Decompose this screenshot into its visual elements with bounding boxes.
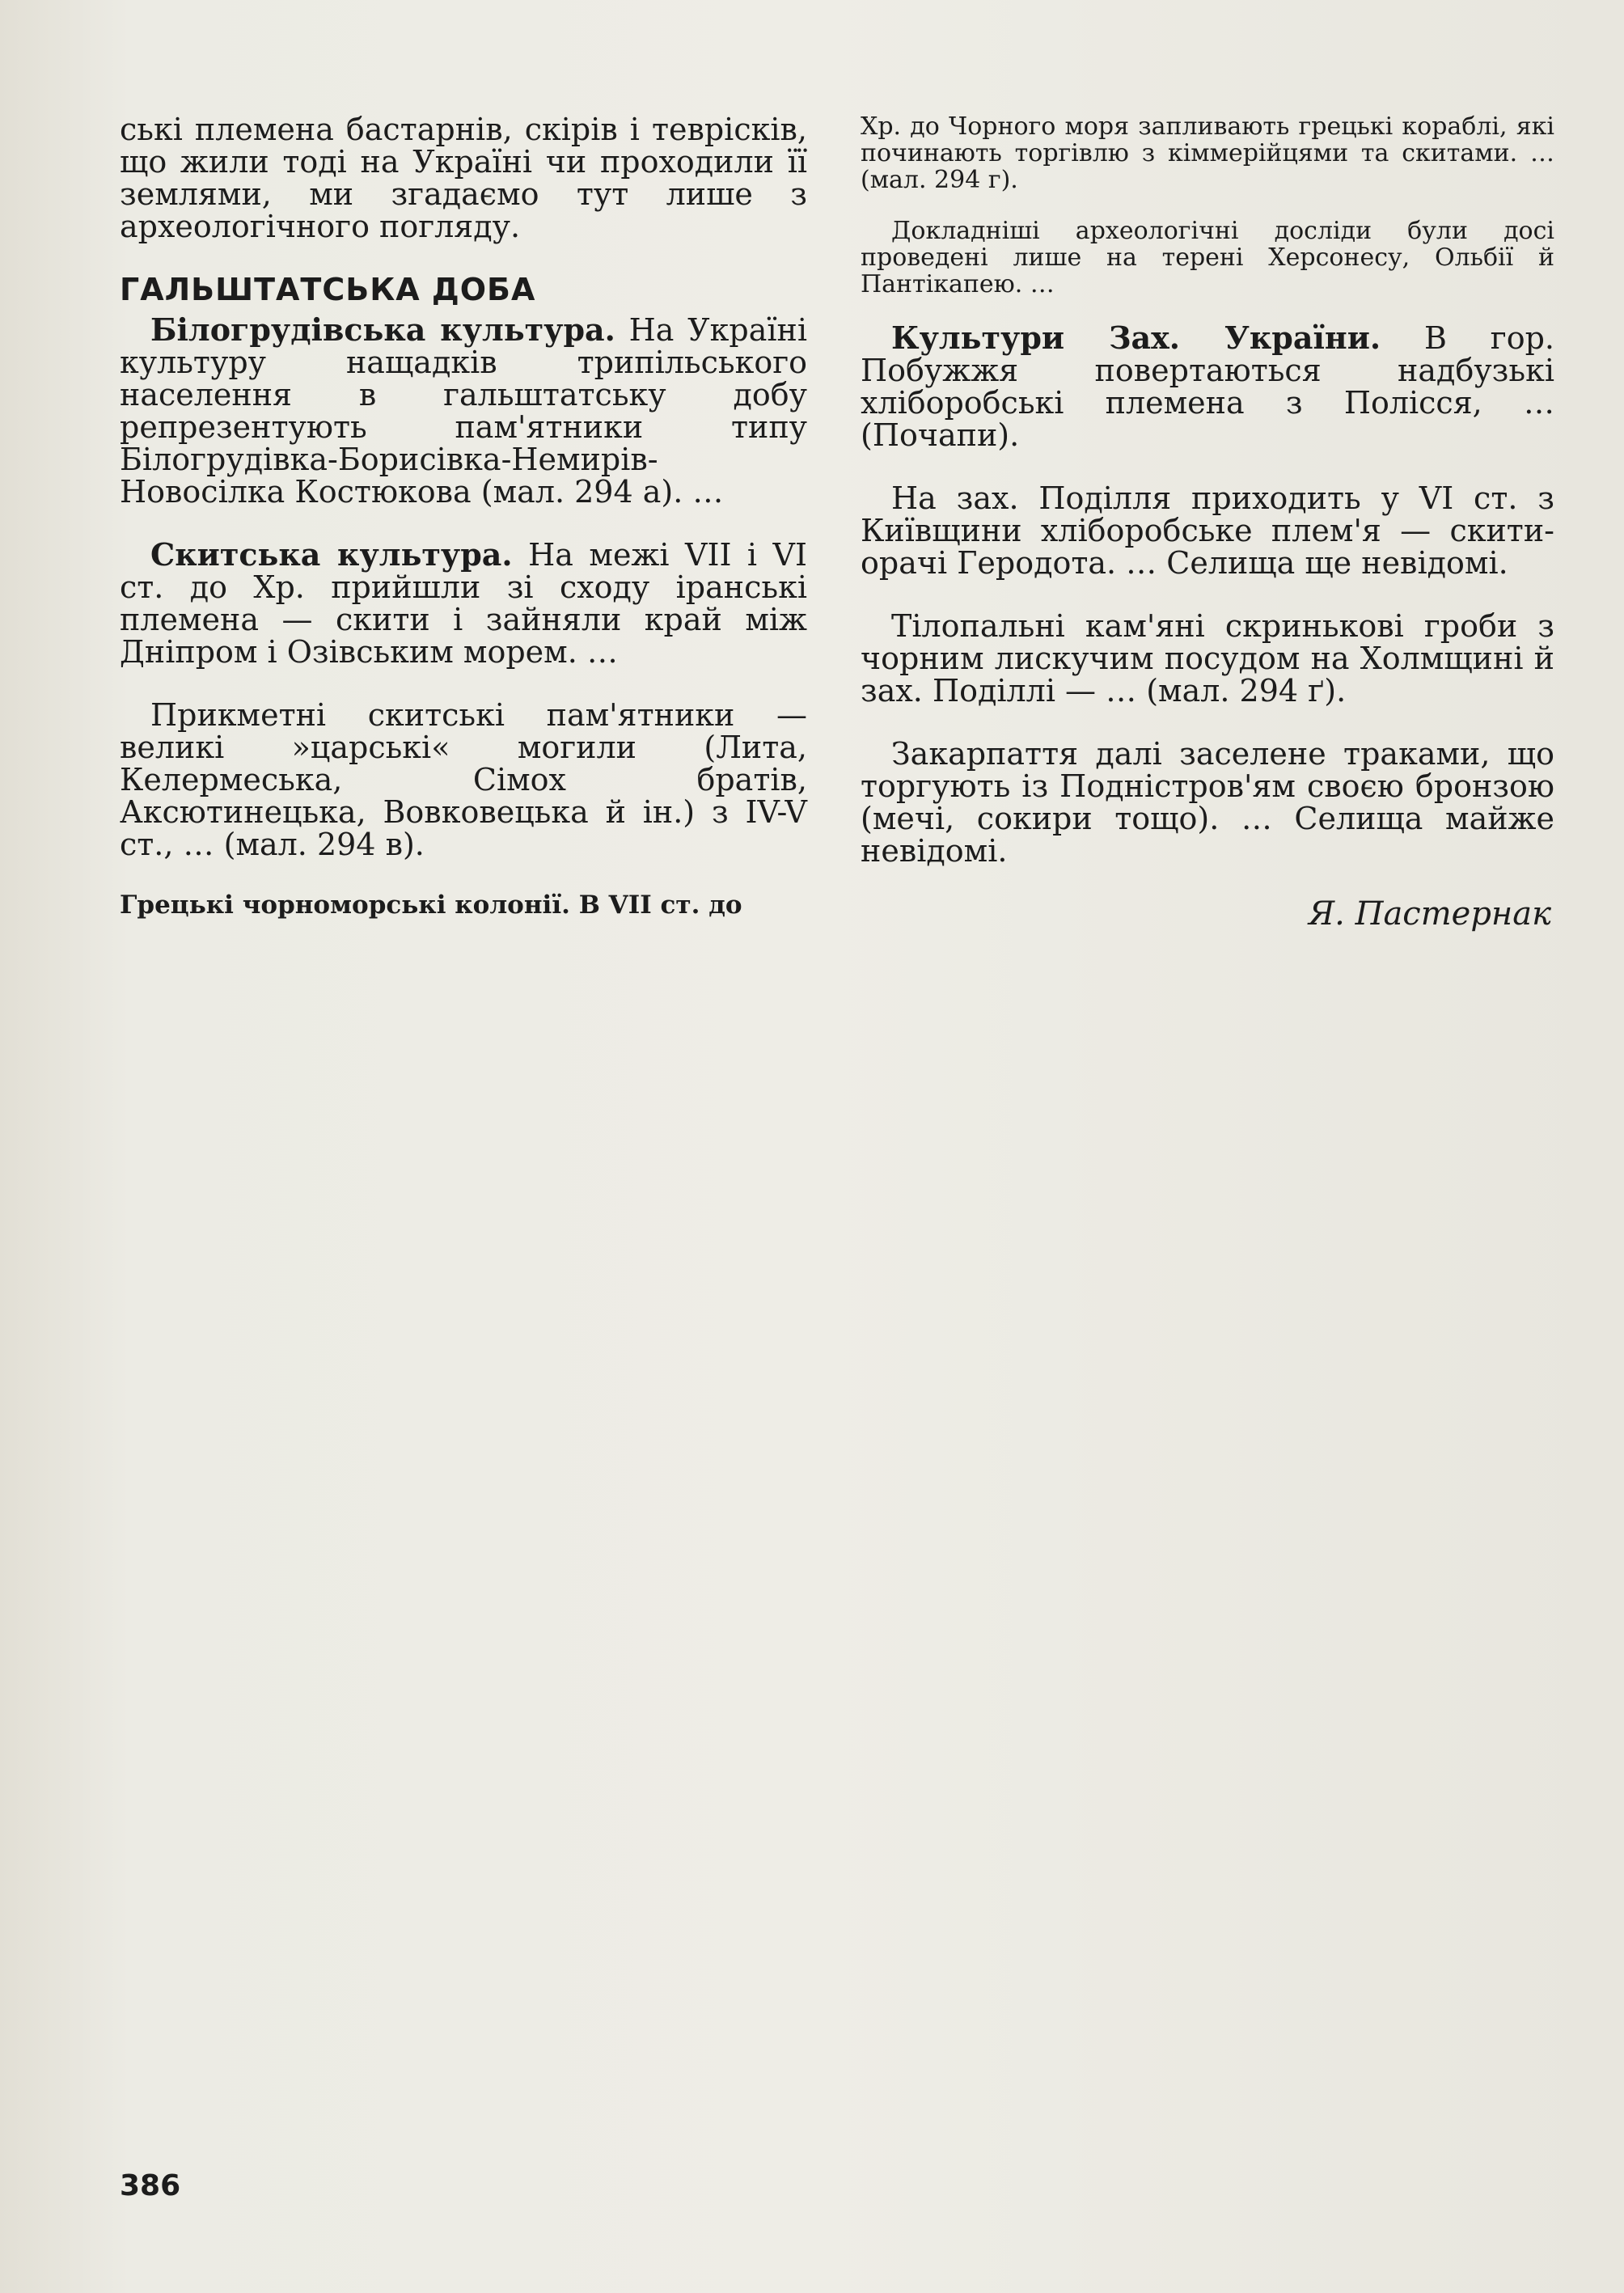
run-in-title-scythian: Скитська культура. — [150, 536, 513, 573]
small-print-block — [861, 113, 1554, 298]
section-heading-hallstatt: ГАЛЬШТАТСЬКА ДОБА — [120, 272, 536, 307]
author-signature: Я. Пастернак — [1308, 895, 1551, 933]
run-in-title-west: Культури Зах. України. — [891, 319, 1381, 356]
paragraph-text-scythian: На межі VII і VI ст. до Хр. прийшли зі сходу іранські племена — скити і зайняли край між Дніпром і Озівським морем. … — [120, 537, 807, 670]
paragraph-scythian — [120, 536, 807, 670]
left-column — [120, 113, 807, 919]
archaeology-note: Докладніші археологічні досліди були досі проведені лише на терені Херсонесу, Ольбії й Пантікапею. … — [861, 217, 1554, 298]
run-in-title-bilohrudivka: Білогрудівська культура. — [150, 311, 615, 348]
right-column — [861, 112, 1554, 933]
greek-colonies-lead: Грецькі чорноморські колонії. В VII ст. до — [120, 891, 742, 920]
paragraph-podillia: На зах. Поділля приходить у VI ст. з Київщини хліборобське плем'я — скити-орачі Геродота. … Селища ще невідомі. — [861, 480, 1554, 581]
page-number: 386 — [120, 2169, 181, 2202]
paragraph-west-ukraine — [861, 319, 1554, 453]
paragraph-kholmshchyna: Тілопальні кам'яні скринькові гроби з чорним лискучим посудом на Холмщині й зах. Поділлі — … (мал. 294 ґ). — [861, 608, 1554, 709]
paragraph-text-west: В гор. Побужжя повертаються надбузькі хліборобські племена з Полісся, … (Почапи). — [861, 320, 1554, 453]
paragraph-monuments: Прикметні скитські пам'ятники — великі »царські« могили (Лита, Келермеська, Сімох братів, Аксютинецька, Вовковецька й ін.) з IV-V ст., … (мал. 294 в). — [120, 697, 807, 862]
paragraph-text-bilohrudivka: На Україні культуру нащадків трипільського населення в гальштатську добу репрезентують пам'ятники типу Білогрудівка-Борисівка-Немирів-Новосілка Костюкова (мал. 294 а). … — [120, 312, 807, 510]
paragraph-bilohrudivka — [120, 311, 807, 510]
colonies-continuation: Хр. до Чорного моря запливають грецькі кораблі, які починають торгівлю з кіммерійцями та скитами. … (мал. 294 г). — [861, 112, 1554, 194]
paragraph-transcarpathia: Закарпаття далі заселене траками, що торгують із Подністров'ям своєю бронзою (мечі, сокири тощо). … Селища майже невідомі. — [861, 736, 1554, 869]
opening-paragraph: ські племена бастарнів, скірів і теврісків, що жили тоді на Україні чи проходили її землями, ми згадаємо тут лише з археологічного погляду. — [120, 112, 807, 244]
